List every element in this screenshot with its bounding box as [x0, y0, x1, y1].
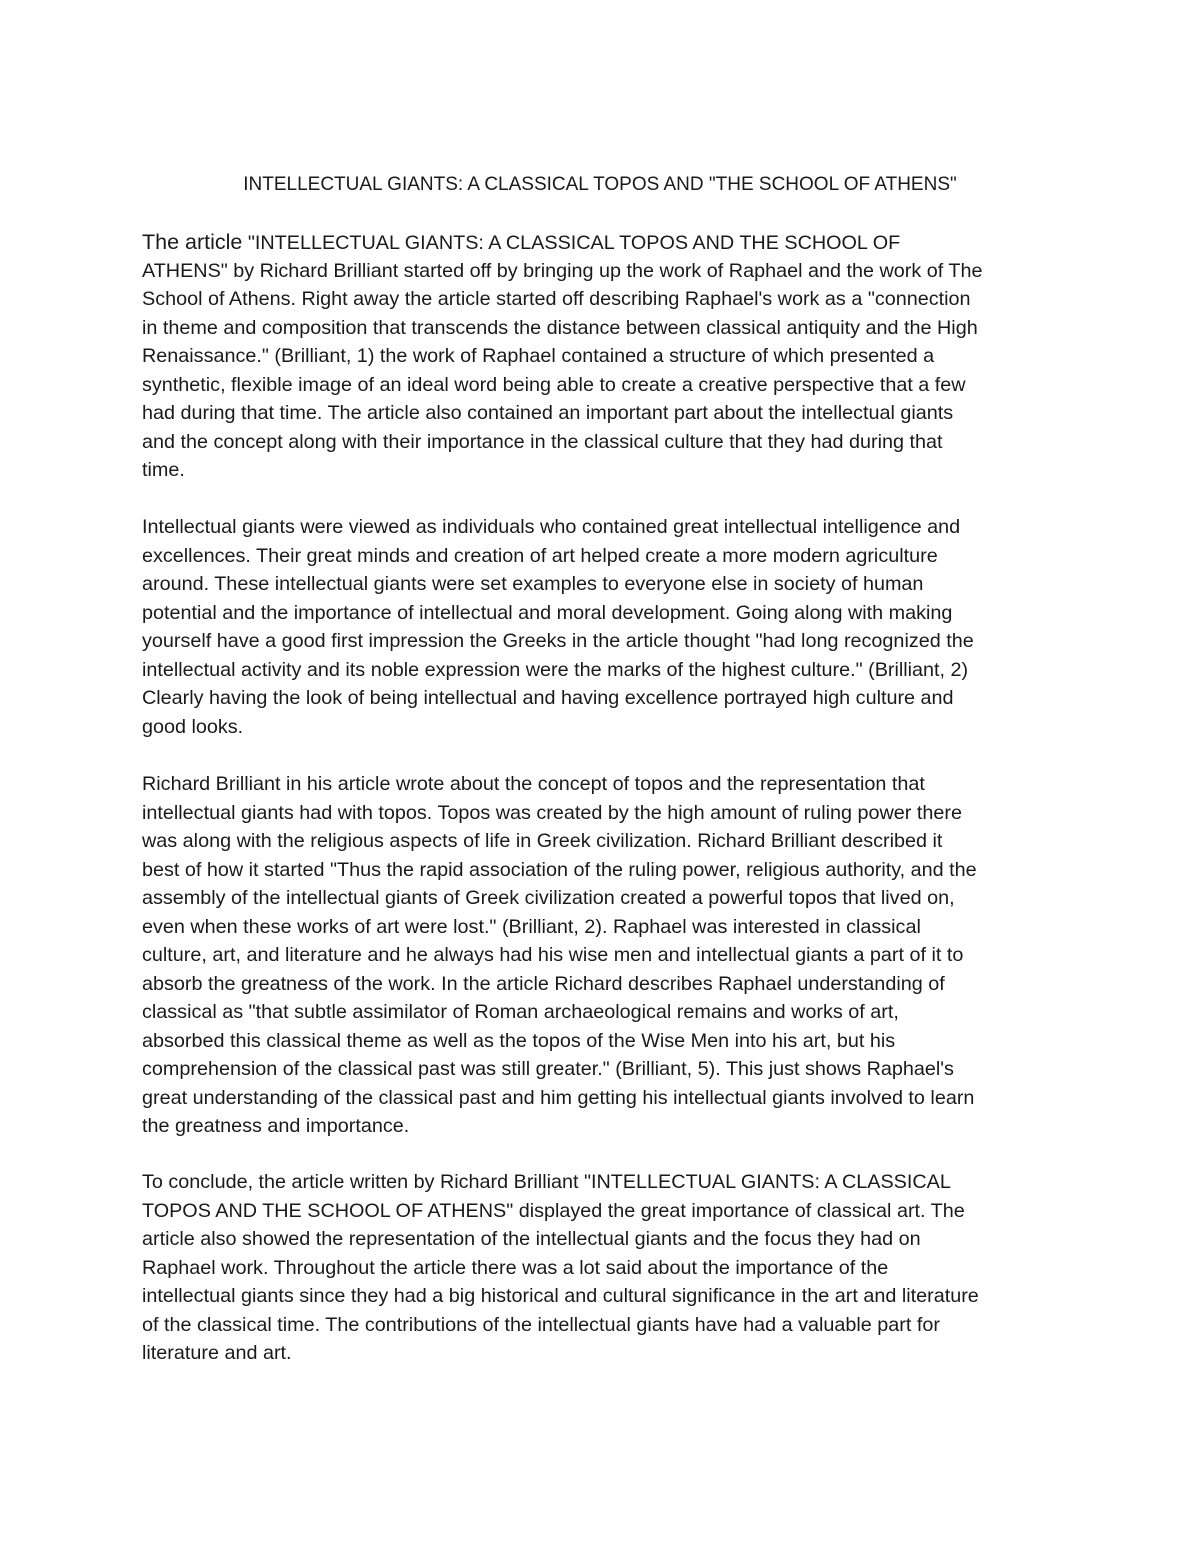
paragraph-line: assembly of the intellectual giants of Greek civilization created a powerful topos that lived on, [142, 887, 955, 909]
paragraph-line [142, 228, 982, 257]
paragraph-line: School of Athens. Right away the article started off describing Raphael's work as a "connection [142, 288, 971, 310]
paragraph-line: culture, art, and literature and he always had his wise men and intellectual giants a part of it to [142, 944, 964, 966]
paragraph-line: comprehension of the classical past was still greater." (Brilliant, 5). This just shows Raphael's [142, 1058, 954, 1080]
paragraph-3 [142, 770, 977, 1141]
paragraph-line: had during that time. The article also contained an important part about the intellectual giants [142, 402, 954, 424]
paragraph-line: Raphael work. Throughout the article there was a lot said about the importance of the [142, 1256, 889, 1279]
paragraph-line: even when these works of art were lost." (Brilliant, 2). Raphael was interested in classical [142, 915, 921, 938]
paragraph-line: excellences. Their great minds and creation of art helped create a more modern agriculture [142, 544, 938, 567]
paragraph-line: and the concept along with their importance in the classical culture that they had during that [142, 430, 943, 453]
paragraph-line: around. These intellectual giants were set examples to everyone else in society of human [142, 573, 924, 595]
paragraph-2 [142, 513, 974, 741]
line-text: "INTELLECTUAL GIANTS: A CLASSICAL TOPOS AND THE SCHOOL OF [242, 232, 901, 254]
paragraph-line: potential and the importance of intellectual and moral development. Going along with making [142, 601, 953, 624]
paragraph-line: ATHENS" by Richard Brilliant started off by bringing up the work of Raphael and the work of The [142, 259, 983, 282]
paragraph-line: Richard Brilliant in his article wrote about the concept of topos and the representation that [142, 773, 925, 795]
paragraph-line: good looks. [142, 715, 244, 738]
paragraph-line: best of how it started "Thus the rapid association of the ruling power, religious authority, and the [142, 858, 977, 881]
paragraph-line: yourself have a good first impression the Greeks in the article thought "had long recognized the [142, 630, 974, 652]
paragraph-1 [142, 228, 982, 485]
paragraph-lead: The article [142, 230, 243, 254]
paragraph-line: literature and art. [142, 1342, 292, 1364]
paragraph-line: absorb the greatness of the work. In the article Richard describes Raphael understanding of [142, 972, 945, 995]
paragraph-line: time. [142, 459, 185, 481]
paragraph-line: classical as "that subtle assimilator of Roman archaeological remains and works of art, [142, 1001, 899, 1023]
document-title: INTELLECTUAL GIANTS: A CLASSICAL TOPOS AND "THE SCHOOL OF ATHENS" [243, 174, 957, 195]
paragraph-line: TOPOS AND THE SCHOOL OF ATHENS" displayed the great importance of classical art. The [142, 1199, 965, 1222]
paragraph-line: in theme and composition that transcends the distance between classical antiquity and the High [142, 316, 978, 339]
paragraph-line: of the classical time. The contributions of the intellectual giants have had a valuable part for [142, 1313, 940, 1336]
paragraph-line: intellectual giants since they had a big historical and cultural significance in the art and literature [142, 1285, 979, 1307]
paragraph-line: intellectual giants had with topos. Topos was created by the high amount of ruling power there [142, 801, 962, 824]
paragraph-line: synthetic, flexible image of an ideal word being able to create a creative perspective that a few [142, 373, 966, 396]
paragraph-line: the greatness and importance. [142, 1115, 410, 1137]
paragraph-line: To conclude, the article written by Richard Brilliant "INTELLECTUAL GIANTS: A CLASSICAL [142, 1171, 951, 1193]
paragraph-line: Renaissance." (Brilliant, 1) the work of Raphael contained a structure of which presented a [142, 345, 935, 367]
paragraph-line: Intellectual giants were viewed as individuals who contained great intellectual intelligence and [142, 516, 961, 538]
paragraph-line: absorbed this classical theme as well as the topos of the Wise Men into his art, but his [142, 1029, 896, 1052]
paragraph-line: great understanding of the classical past and him getting his intellectual giants involved to learn [142, 1086, 975, 1109]
paragraph-4 [142, 1168, 979, 1368]
paragraph-line: intellectual activity and its noble expression were the marks of the highest culture." (Brilliant, 2) [142, 658, 969, 681]
paragraph-line: Clearly having the look of being intellectual and having excellence portrayed high culture and [142, 687, 954, 709]
paragraph-line: was along with the religious aspects of life in Greek civilization. Richard Brilliant described it [142, 830, 943, 852]
paragraph-line: article also showed the representation of the intellectual giants and the focus they had on [142, 1228, 921, 1250]
